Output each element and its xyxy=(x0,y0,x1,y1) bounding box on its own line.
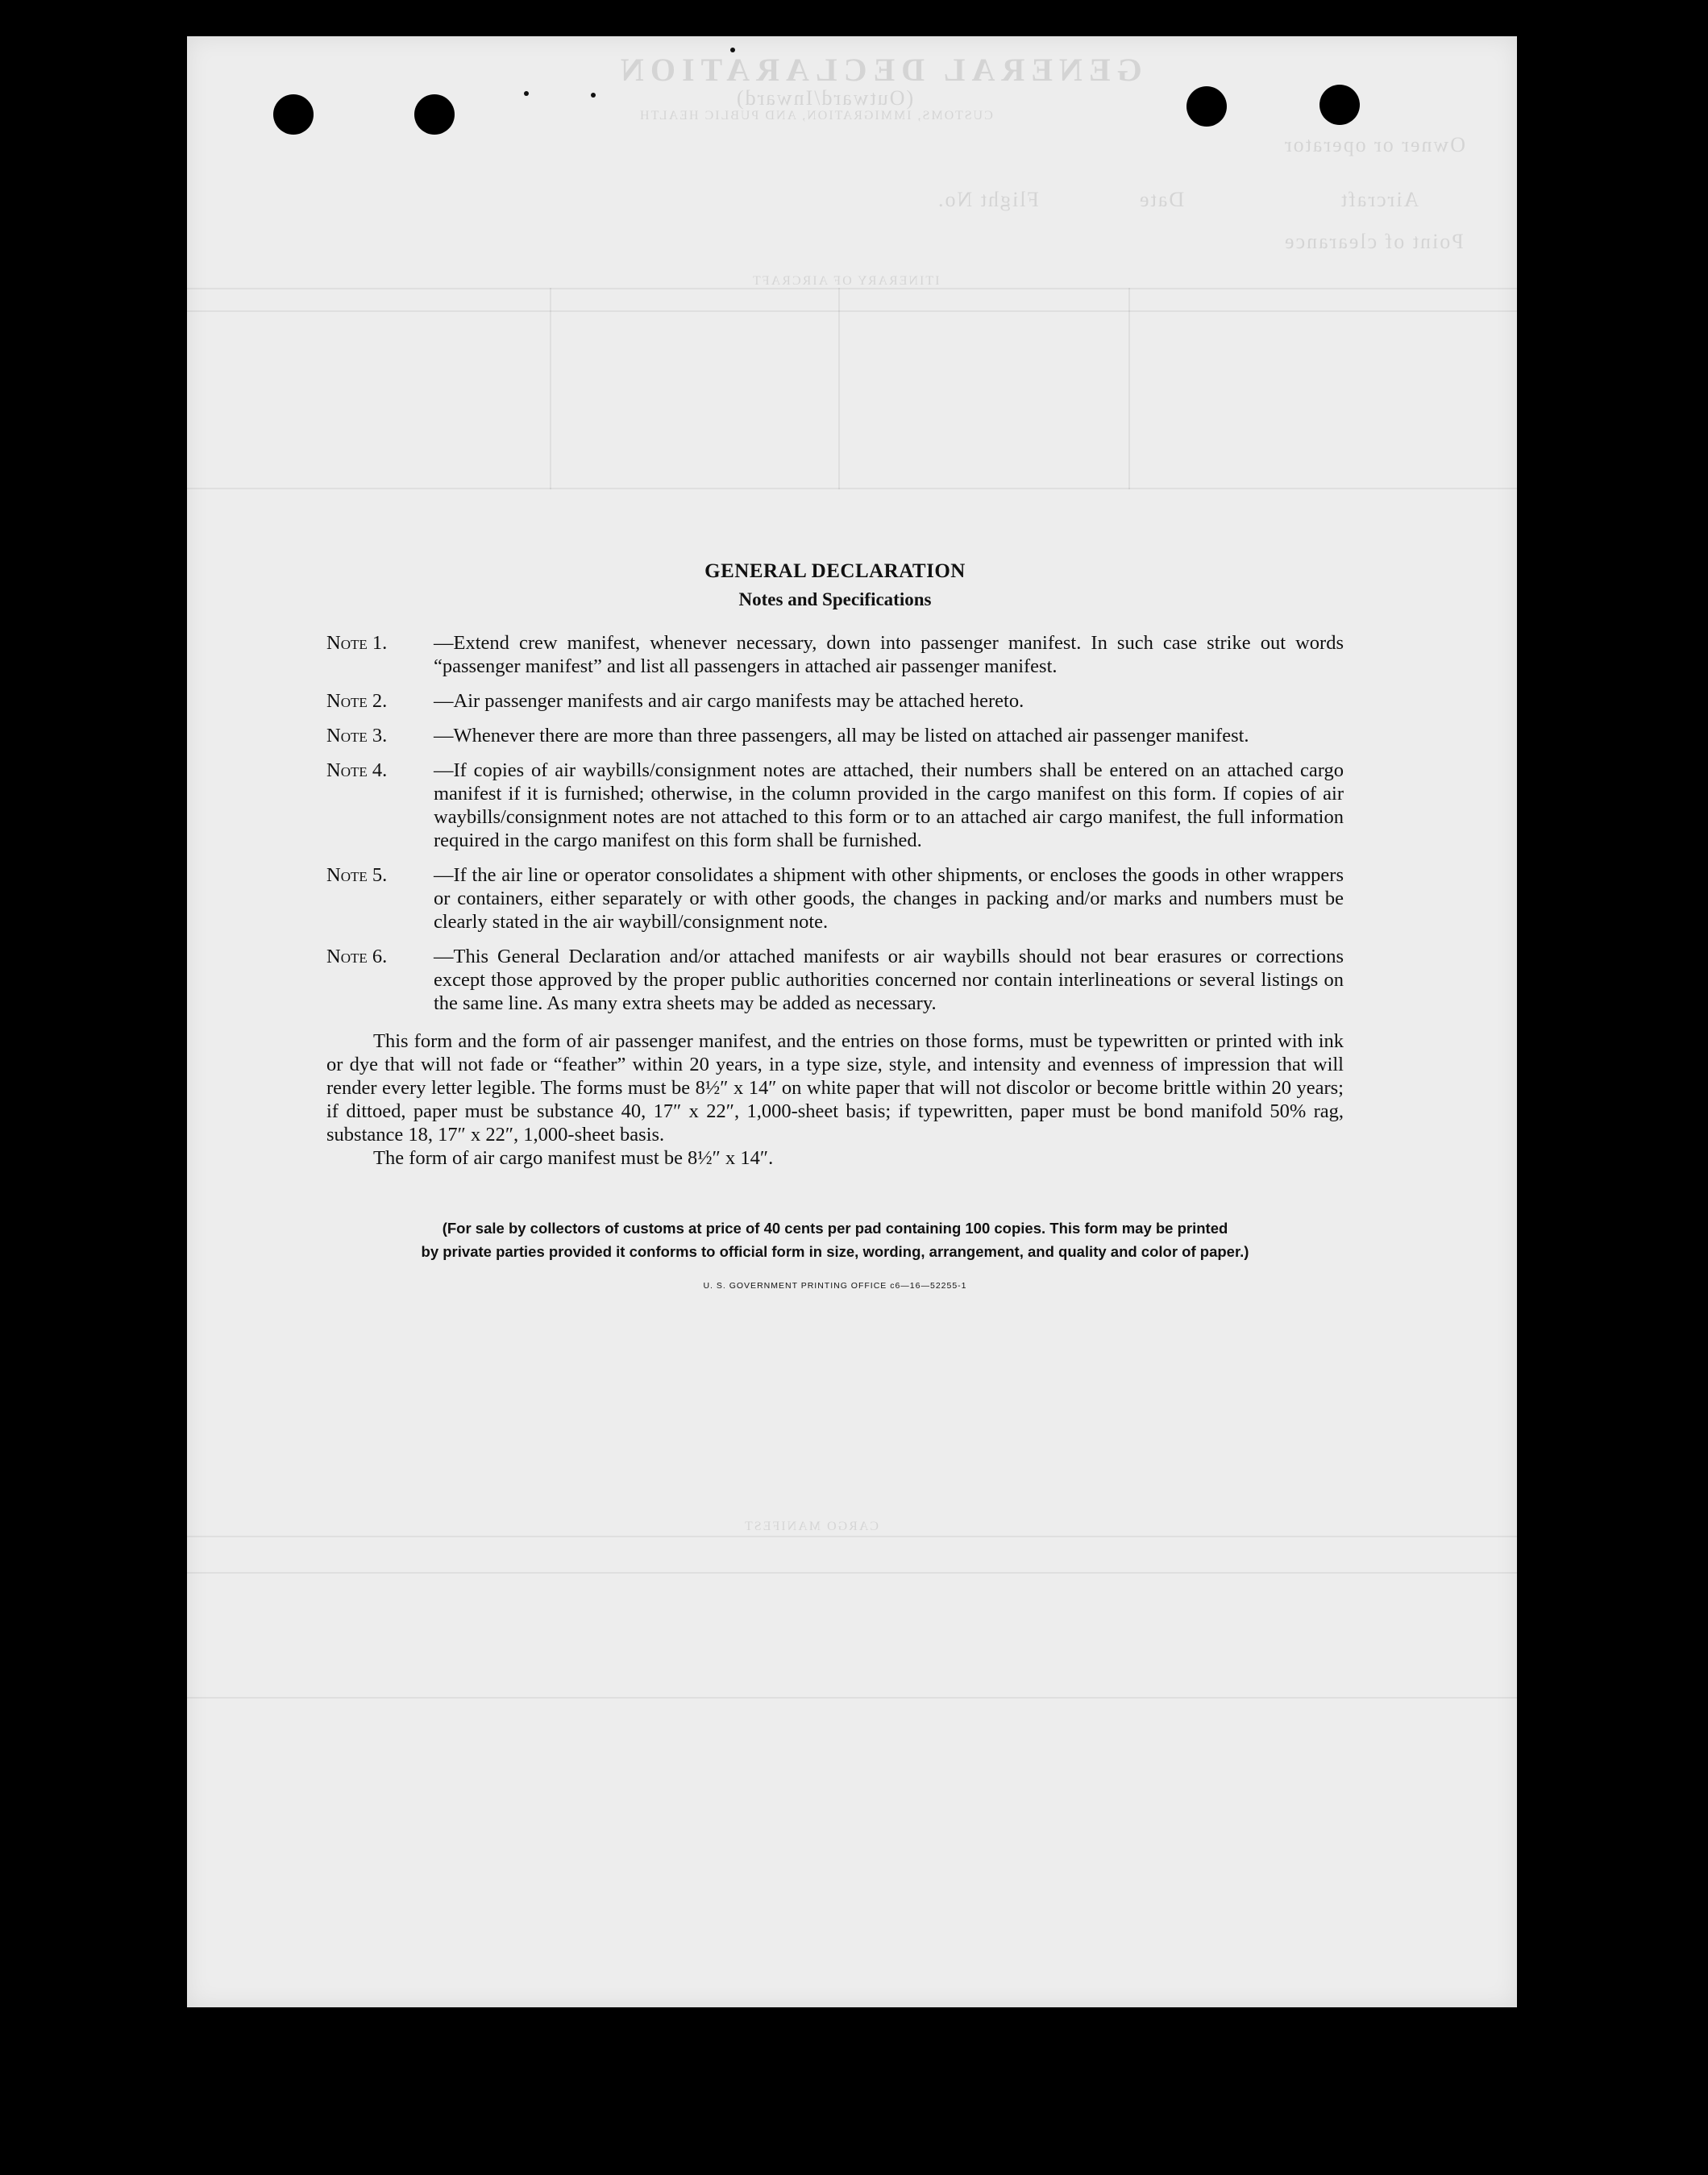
show-through-rule xyxy=(187,1536,1517,1537)
note-text: —Whenever there are more than three passengers, all may be listed on attached air passenger manifest. xyxy=(434,725,1249,746)
note-5 xyxy=(326,863,1344,934)
sale-note-line-2: by private parties provided it conforms to official form in size, wording, arrangement, and quality and color of paper.) xyxy=(421,1243,1249,1260)
note-label: Note 4. xyxy=(326,759,388,781)
show-through-clearance: Point of clearance xyxy=(1283,230,1464,253)
show-through-subtitle: (Outward/Inward) xyxy=(735,86,914,110)
show-through-agencies: CUSTOMS, IMMIGRATION, AND PUBLIC HEALTH xyxy=(638,109,993,123)
show-through-rule xyxy=(187,288,1517,289)
show-through-cargo: CARGO MANIFEST xyxy=(743,1520,879,1533)
page-subtitle: Notes and Specifications xyxy=(738,589,932,609)
punch-hole-3 xyxy=(1186,86,1227,127)
show-through-title: GENERAL DECLARATION xyxy=(614,52,1142,88)
speck-mark xyxy=(524,91,529,96)
show-through-date: Date xyxy=(1138,188,1185,211)
punch-hole-1 xyxy=(273,94,314,135)
note-6 xyxy=(326,945,1344,1015)
specification-paragraph: This form and the form of air passenger manifest, and the entries on those forms, must be typewritten or printed with ink or dye that will not fade or “feather” within 20 years, in a type size, style, and intensity and evenness of impression that will render every letter legible. The forms must be 8½″ x 14″ on white paper that will not discolor or become brittle within 20 years; if dittoed, paper must be substance 40, 17″ x 22″, 1,000-sheet basis; if typewritten, paper must be bond manifold 50% rag, substance 18, 17″ x 22″, 1,000-sheet basis. xyxy=(326,1030,1344,1146)
note-label: Note 5. xyxy=(326,864,388,886)
show-through-rule xyxy=(838,288,840,489)
note-1 xyxy=(326,631,1344,678)
note-label: Note 1. xyxy=(326,632,388,654)
note-text: —This General Declaration and/or attached manifests or air waybills should not bear erasures or corrections except those approved by the proper public authorities concerned nor contain interlineations or several listings on the same line. As many extra sheets may be added as necessary. xyxy=(434,946,1344,1014)
sale-note xyxy=(326,1216,1344,1263)
note-label: Note 3. xyxy=(326,725,388,746)
show-through-rule xyxy=(187,310,1517,312)
punch-hole-4 xyxy=(1319,85,1360,125)
punch-hole-2 xyxy=(414,94,455,135)
show-through-aircraft: Aircraft xyxy=(1340,188,1419,211)
show-through-rule xyxy=(187,1572,1517,1574)
show-through-owner: Owner or operator xyxy=(1283,133,1466,156)
note-text: —If copies of air waybills/consignment notes are attached, their numbers shall be entered on an attached cargo manifest if it is furnished; otherwise, in the column provided in the cargo manifest on this form. If copies of air waybills/consignment notes are not attached to this form or to an attached air cargo manifest, the full information required in the cargo manifest on this form shall be furnished. xyxy=(434,759,1344,851)
note-label: Note 2. xyxy=(326,690,388,712)
note-2 xyxy=(326,689,1344,713)
note-text: —Air passenger manifests and air cargo manifests may be attached hereto. xyxy=(434,690,1024,712)
show-through-rule xyxy=(187,488,1517,489)
show-through-rule xyxy=(187,1697,1517,1699)
note-4 xyxy=(326,759,1344,852)
note-label: Note 6. xyxy=(326,946,388,967)
notes-section xyxy=(326,560,1344,1291)
speck-mark xyxy=(591,93,596,98)
show-through-rule xyxy=(550,288,551,489)
show-through-summary: ITINERARY OF AIRCRAFT xyxy=(751,274,940,288)
sale-note-line-1: (For sale by collectors of customs at price of 40 cents per pad containing 100 copies. This form may be printed xyxy=(442,1220,1228,1237)
cargo-size-line: The form of air cargo manifest must be 8½″ x 14″. xyxy=(373,1147,774,1169)
printer-line: U. S. GOVERNMENT PRINTING OFFICE c6—16—52255-1 xyxy=(703,1281,967,1291)
show-through-rule xyxy=(1128,288,1130,489)
page-title: GENERAL DECLARATION xyxy=(704,560,966,582)
note-text: —If the air line or operator consolidates a shipment with other shipments, or encloses the goods in other wrappers or containers, either separately or with other goods, the changes in packing and/or marks and numbers must be clearly stated in the air waybill/consignment note. xyxy=(434,864,1344,933)
show-through-flight: Flight No. xyxy=(937,188,1039,211)
note-3 xyxy=(326,724,1344,747)
note-text: —Extend crew manifest, whenever necessary, down into passenger manifest. In such case strike out words “passenger manifest” and list all passengers in attached air passenger manifest. xyxy=(434,632,1344,677)
